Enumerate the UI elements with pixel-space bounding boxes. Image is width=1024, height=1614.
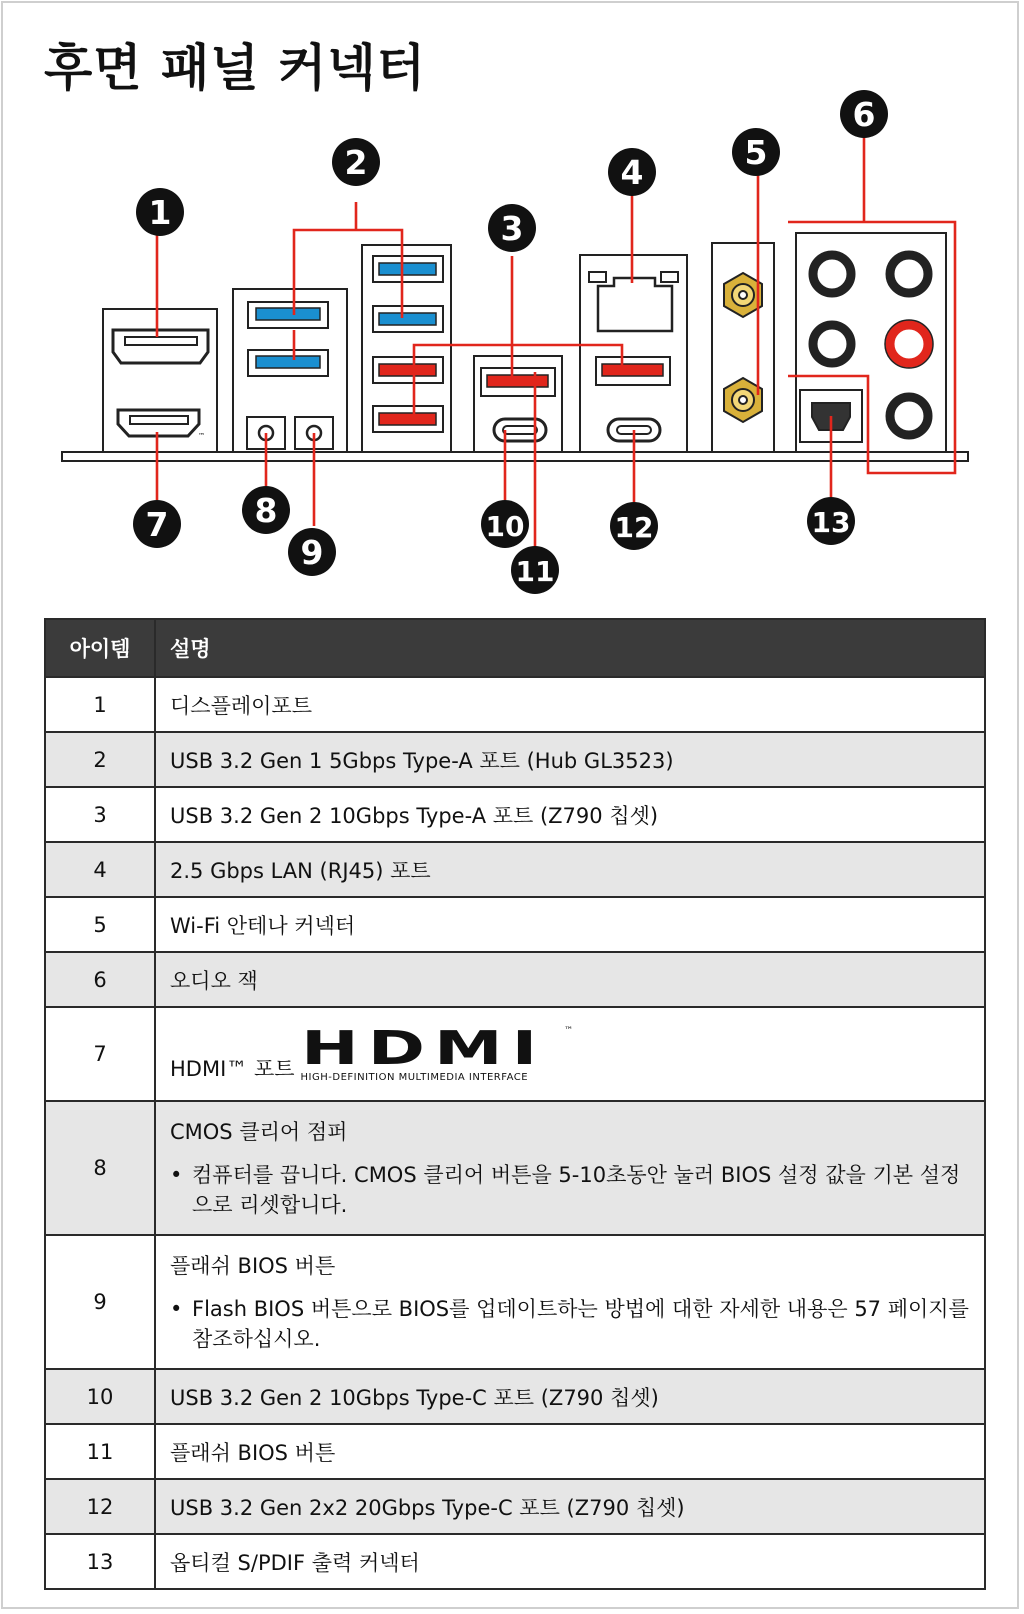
connector-table xyxy=(44,618,986,1590)
callout-label-9: 9 xyxy=(300,533,324,572)
table-row xyxy=(45,1007,985,1101)
usb-block-left xyxy=(233,289,347,452)
row-bullet: • 컴퓨터를 끕니다. CMOS 클리어 버튼을 5-10초동안 눌러 BIOS 설정 값을 기본 설정으로 리셋합니다. xyxy=(170,1160,970,1220)
header-item: 아이템 xyxy=(45,619,155,677)
row-description: 플래쉬 BIOS 버튼 xyxy=(155,1424,985,1479)
hdmi-logo xyxy=(300,1020,574,1083)
table-row xyxy=(45,787,985,842)
hdmi-tm-mark: ™ xyxy=(198,432,205,440)
dp-hdmi-block xyxy=(103,309,217,452)
callout-label-10: 10 xyxy=(485,510,525,543)
rear-panel-diagram xyxy=(0,0,1024,600)
table-row xyxy=(45,1479,985,1534)
row-number: 5 xyxy=(45,897,155,952)
hdmi-logo-subtitle: HIGH-DEFINITION MULTIMEDIA INTERFACE xyxy=(300,1071,529,1083)
audio-jack xyxy=(813,255,851,293)
row-description: 플래쉬 BIOS 버튼 xyxy=(170,1254,336,1278)
row-description: USB 3.2 Gen 1 5Gbps Type-A 포트 (Hub GL3523) xyxy=(155,732,985,787)
row-description: HDMI™ 포트 xyxy=(170,1056,295,1081)
wifi-block xyxy=(712,243,774,452)
row-description-cell xyxy=(155,1007,985,1101)
row-description: USB 3.2 Gen 2 10Gbps Type-A 포트 (Z790 칩셋) xyxy=(155,787,985,842)
row-number: 10 xyxy=(45,1369,155,1424)
callout-label-12: 12 xyxy=(614,511,654,544)
usb-a-blue-port xyxy=(379,263,436,275)
table-row xyxy=(45,1369,985,1424)
usb-a-red-port xyxy=(379,413,436,425)
row-number: 8 xyxy=(45,1101,155,1235)
table-row xyxy=(45,952,985,1007)
row-number: 2 xyxy=(45,732,155,787)
usb-a-blue-port xyxy=(256,356,320,368)
callout-label-8: 8 xyxy=(254,491,278,530)
callout-label-3: 3 xyxy=(500,209,524,248)
row-number: 13 xyxy=(45,1534,155,1589)
usb-block-right xyxy=(362,245,451,452)
table-row xyxy=(45,732,985,787)
table-row xyxy=(45,677,985,732)
row-number: 1 xyxy=(45,677,155,732)
usb-a-red-port xyxy=(487,375,548,387)
hdmi-logo-tm: ™ xyxy=(564,1025,574,1036)
callout-label-1: 1 xyxy=(148,193,172,232)
table-row xyxy=(45,1101,985,1235)
row-description-cell xyxy=(155,1101,985,1235)
callout-label-2: 2 xyxy=(344,143,368,182)
audio-block xyxy=(796,233,946,452)
header-description: 설명 xyxy=(155,619,985,677)
audio-jack xyxy=(890,255,928,293)
audio-jack xyxy=(813,325,851,363)
lan-port xyxy=(598,278,672,331)
callout-label-7: 7 xyxy=(145,505,169,544)
row-description: Wi-Fi 안테나 커넥터 xyxy=(155,897,985,952)
lan-block xyxy=(580,255,687,452)
row-number: 9 xyxy=(45,1235,155,1369)
callout-label-5: 5 xyxy=(744,133,768,172)
row-description-cell xyxy=(155,1235,985,1369)
hdmi-logo-word: HDMI xyxy=(300,1020,546,1075)
displayport-port xyxy=(113,330,208,363)
callout-label-13: 13 xyxy=(811,506,851,539)
callout-label-4: 4 xyxy=(620,153,644,192)
row-description: 옵티컬 S/PDIF 출력 커넥터 xyxy=(155,1534,985,1589)
usb-a-red-port xyxy=(379,364,436,376)
row-number: 3 xyxy=(45,787,155,842)
table-row xyxy=(45,842,985,897)
row-description: 디스플레이포트 xyxy=(155,677,985,732)
row-description: CMOS 클리어 점퍼 xyxy=(170,1120,348,1144)
callout-label-6: 6 xyxy=(852,95,876,134)
row-description: 2.5 Gbps LAN (RJ45) 포트 xyxy=(155,842,985,897)
row-bullet: • Flash BIOS 버튼으로 BIOS를 업데이트하는 방법에 대한 자세한 내용은 57 페이지를 참조하십시오. xyxy=(170,1294,970,1354)
usb-typec-block xyxy=(474,356,562,452)
table-row xyxy=(45,897,985,952)
row-description: USB 3.2 Gen 2 10Gbps Type-C 포트 (Z790 칩셋) xyxy=(155,1369,985,1424)
usb-a-blue-port xyxy=(256,308,320,320)
audio-jack-red xyxy=(890,325,928,363)
row-number: 6 xyxy=(45,952,155,1007)
callout-label-11: 11 xyxy=(515,555,555,588)
table-header-row xyxy=(45,619,985,677)
row-number: 7 xyxy=(45,1007,155,1101)
table-row xyxy=(45,1235,985,1369)
usb-a-red-port xyxy=(602,364,663,376)
row-number: 11 xyxy=(45,1424,155,1479)
page-title: 후면 패널 커넥터 xyxy=(44,39,426,97)
row-description: USB 3.2 Gen 2x2 20Gbps Type-C 포트 (Z790 칩셋) xyxy=(155,1479,985,1534)
audio-jack xyxy=(890,397,928,435)
usb-a-blue-port xyxy=(379,313,436,325)
table-row xyxy=(45,1534,985,1589)
row-description: 오디오 잭 xyxy=(155,952,985,1007)
table-row xyxy=(45,1424,985,1479)
row-number: 4 xyxy=(45,842,155,897)
row-number: 12 xyxy=(45,1479,155,1534)
